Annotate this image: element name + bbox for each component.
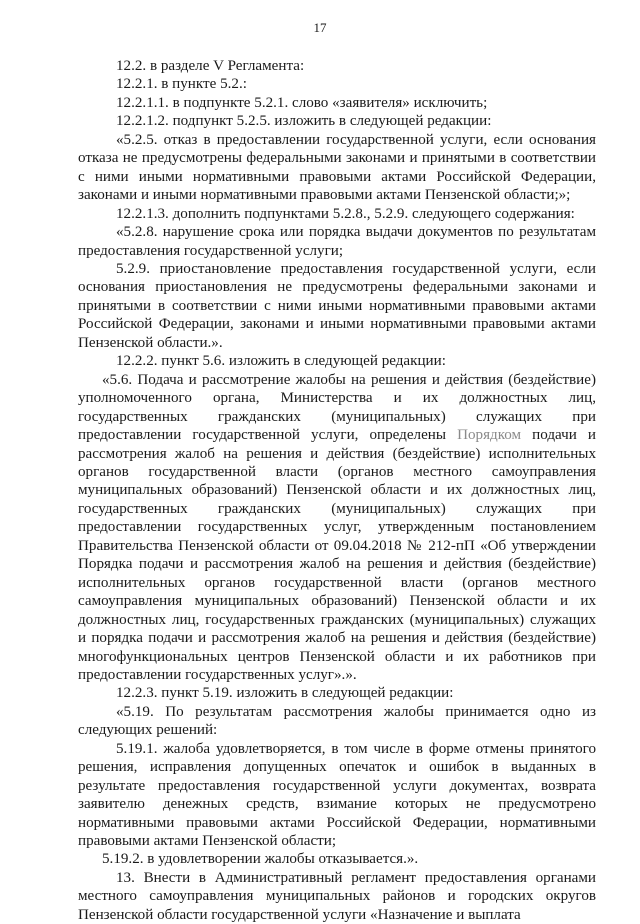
paragraph: «5.2.5. отказ в предоставлении государственной услуги, если основания отказа не предусмотрены федеральными законами и принятыми в соответствии с ними иными нормативными правовыми актами Российской Федерации, законами и иными нормативными правовыми актами Пензенской области;»; (78, 131, 596, 204)
page-number: 17 (313, 20, 327, 35)
paragraph (78, 371, 596, 685)
paragraph: 5.19.2. в удовлетворении жалобы отказывается.». (102, 851, 419, 868)
paragraph: «5.2.8. нарушение срока или порядка выдачи документов по результатам предоставления государственной услуги; (78, 224, 596, 259)
document-body (78, 57, 596, 924)
paragraph: 5.2.9. приостановление предоставления государственной услуги, если основания приостановления не предусмотрены федеральными законами и принятыми в соответствии с ними иными нормативными правовыми актами Российской Федерации, законами и иными нормативными правовыми актами Пензенской области.». (78, 260, 596, 351)
paragraph-text: подачи и рассмотрения жалоб на решения и действия (бездействие) исполнительных органов государственной власти (органов местного самоуправления муниципальных образований) Пензенской области и их должностных лиц, государственных гражданских (муниципальных) служащих при предоставлении государственных услуг, утвержденным постановлением Правительства Пензенской области от 09.04.2018 № 212-пП «Об утверждении Порядка подачи и рассмотрения жалоб на решения и действия (бездействие) исполнительных органов государственной власти (органов местного самоуправления муниципальных образований) Пензенской области и их должностных лиц, государственных гражданских (муниципальных) служащих и порядка подачи и рассмотрения жалоб на решения и действия (бездействие) многофункциональных центров Пензенской области и их работников при предоставлении государственных услуг».». (78, 427, 596, 683)
document-link[interactable]: Порядком (457, 427, 522, 444)
paragraph: 5.19.1. жалоба удовлетворяется, в том числе в форме отмены принятого решения, исправления допущенных опечаток и ошибок в выданных в результате предоставления государственной услуги документах, возврата заявителю денежных средств, взимание которых не предусмотрено нормативными правовыми актами Российской Федерации, нормативными правовыми актами Пензенской области; (78, 740, 596, 850)
paragraph: 12.2.2. пункт 5.6. изложить в следующей редакции: (116, 353, 446, 370)
paragraph: 12.2.1.1. в подпункте 5.2.1. слово «заявителя» исключить; (116, 94, 488, 111)
paragraph: 12.2. в разделе V Регламента: (116, 58, 305, 74)
paragraph-text: «5.6. Подача и рассмотрение жалобы на решения и действия (бездействие) уполномоченного органа, Министерства и их должностных лиц, государственных гражданских (муниципальных) служащих при предоставлении государственной услуги, определены (78, 371, 596, 444)
paragraph: 12.2.1. в пункте 5.2.: (116, 76, 247, 93)
paragraph: 12.2.3. пункт 5.19. изложить в следующей редакции: (116, 685, 454, 702)
paragraph: 13. Внести в Административный регламент предоставления органами местного самоуправления муниципальных районов и городских округов Пензенской области государственной услуги «Назначение и выплата (78, 869, 596, 923)
paragraph: «5.19. По результатам рассмотрения жалобы принимается одно из следующих решений: (78, 703, 596, 739)
paragraph: 12.2.1.3. дополнить подпунктами 5.2.8., 5.2.9. следующего содержания: (116, 205, 575, 222)
paragraph: 12.2.1.2. подпункт 5.2.5. изложить в следующей редакции: (116, 113, 492, 130)
